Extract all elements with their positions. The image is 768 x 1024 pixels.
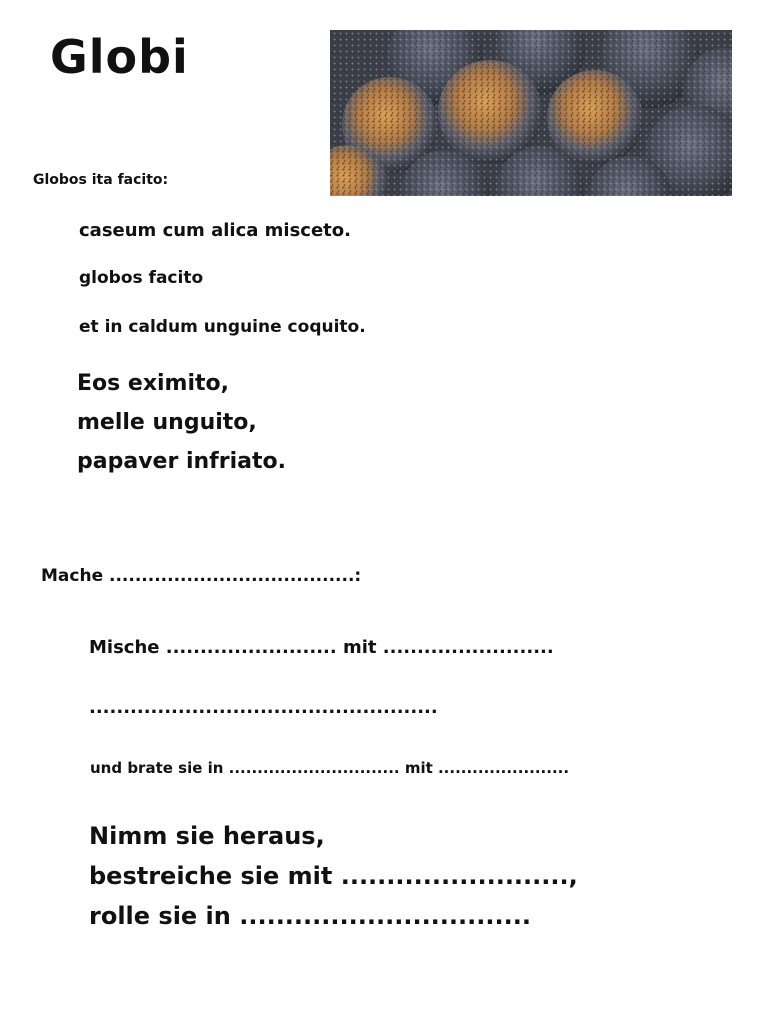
latin-final-1: Eos eximito, <box>77 371 230 396</box>
german-step-1: Mische ......................... mit ......................... <box>89 637 554 658</box>
german-step-3: und brate sie in .............................. mit ....................... <box>90 759 570 777</box>
latin-step-3: et in caldum unguine coquito. <box>79 317 366 337</box>
latin-final-2: melle unguito, <box>77 410 257 435</box>
german-final-1: Nimm sie heraus, <box>89 822 325 850</box>
german-final-3: rolle sie in ................................ <box>89 902 531 930</box>
latin-final-3: papaver infriato. <box>77 449 286 474</box>
poppy-seed-balls-image <box>330 30 732 196</box>
recipe-photo <box>330 30 732 196</box>
latin-step-2: globos facito <box>79 268 204 288</box>
german-step-2: ................................................... <box>89 697 438 718</box>
german-heading: Mache ......................................: <box>41 566 362 586</box>
german-final-2: bestreiche sie mit ........................., <box>89 862 578 890</box>
page-title: Globi <box>50 30 189 84</box>
latin-intro: Globos ita facito: <box>33 172 169 188</box>
latin-step-1: caseum cum alica misceto. <box>79 220 351 241</box>
